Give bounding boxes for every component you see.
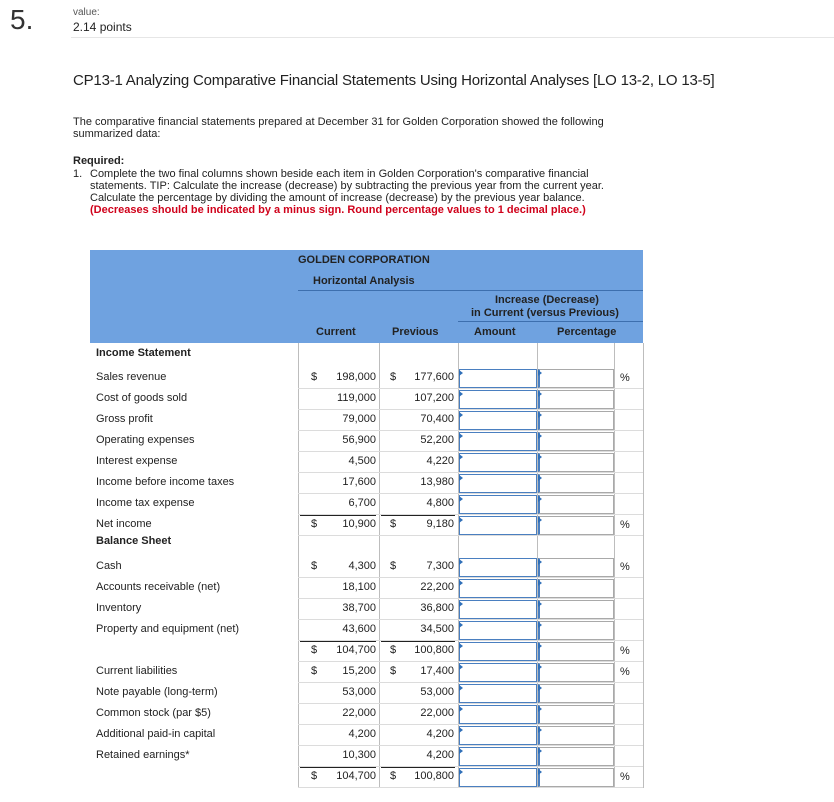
row-label-8: Cash <box>96 560 122 572</box>
input-marker-icon <box>538 391 542 397</box>
input-marker-icon <box>538 433 542 439</box>
percentage-input[interactable] <box>538 642 614 661</box>
inc-header-line1: Increase (Decrease) <box>495 294 599 306</box>
intro-text: The comparative financial statements prepared at December 31 for Golden Corporation showed the following summarized data: <box>73 116 604 140</box>
input-marker-icon <box>459 559 463 565</box>
amount-input[interactable] <box>459 390 537 409</box>
percentage-input[interactable] <box>538 495 614 514</box>
required-item-text <box>90 168 638 216</box>
percent-sign: % <box>620 561 630 573</box>
amount-input[interactable] <box>459 453 537 472</box>
dollar-sign-current: $ <box>311 665 318 677</box>
amount-input[interactable] <box>459 768 537 787</box>
amount-input[interactable] <box>459 726 537 745</box>
current-value: 4,200 <box>348 728 376 740</box>
grid-vline <box>643 343 644 788</box>
row-line <box>298 472 643 473</box>
input-marker-icon <box>538 727 542 733</box>
previous-value: 22,000 <box>420 707 454 719</box>
current-value: 104,700 <box>336 770 376 782</box>
current-value: 10,900 <box>342 518 376 530</box>
row-label-10: Inventory <box>96 602 142 614</box>
percentage-input[interactable] <box>538 600 614 619</box>
input-marker-icon <box>538 664 542 670</box>
current-value: 22,000 <box>342 707 376 719</box>
previous-value: 53,000 <box>420 686 454 698</box>
company-name: GOLDEN CORPORATION <box>298 254 430 266</box>
points-value: 2.14 points <box>73 20 132 34</box>
current-value: 17,600 <box>342 476 376 488</box>
input-marker-icon <box>459 454 463 460</box>
col-previous-header: Previous <box>392 326 439 338</box>
current-value: 43,600 <box>342 623 376 635</box>
percentage-input[interactable] <box>538 474 614 493</box>
question-number: 5. <box>10 4 34 35</box>
input-marker-icon <box>459 391 463 397</box>
row-label-5: Income before income taxes <box>96 476 235 488</box>
problem-title: CP13-1 Analyzing Comparative Financial Statements Using Horizontal Analyses [LO 13-2, LO 13-5] <box>73 72 715 89</box>
current-value: 104,700 <box>336 644 376 656</box>
previous-value: 100,800 <box>414 770 454 782</box>
input-marker-icon <box>538 685 542 691</box>
input-marker-icon <box>538 412 542 418</box>
row-line <box>298 388 643 389</box>
dollar-sign-current: $ <box>311 371 318 383</box>
row-line <box>298 535 643 536</box>
dollar-sign-current: $ <box>311 644 318 656</box>
percentage-input[interactable] <box>538 411 614 430</box>
previous-value: 100,800 <box>414 644 454 656</box>
previous-value: 70,400 <box>420 413 454 425</box>
percentage-input[interactable] <box>538 621 614 640</box>
previous-value: 34,500 <box>420 623 454 635</box>
row-line <box>298 577 643 578</box>
total-underline <box>381 767 455 768</box>
input-marker-icon <box>459 727 463 733</box>
row-label-4: Interest expense <box>96 455 178 467</box>
input-marker-icon <box>538 769 542 775</box>
row-label-3: Operating expenses <box>96 434 195 446</box>
total-underline <box>381 515 455 516</box>
input-marker-icon <box>459 643 463 649</box>
amount-input[interactable] <box>459 558 537 577</box>
required-label: Required: <box>73 155 125 167</box>
previous-value: 17,400 <box>420 665 454 677</box>
total-underline <box>300 767 376 768</box>
input-marker-icon <box>459 496 463 502</box>
current-value: 10,300 <box>342 749 376 761</box>
row-line <box>298 661 643 662</box>
header-divider-line <box>298 290 643 291</box>
amount-input[interactable] <box>459 621 537 640</box>
percentage-input[interactable] <box>538 432 614 451</box>
percentage-input[interactable] <box>538 726 614 745</box>
percent-sign: % <box>620 666 630 678</box>
input-marker-icon <box>538 454 542 460</box>
row-line <box>298 745 643 746</box>
percent-sign: % <box>620 645 630 657</box>
current-value: 56,900 <box>342 434 376 446</box>
percentage-input[interactable] <box>538 453 614 472</box>
percentage-input[interactable] <box>538 768 614 787</box>
required-item-number: 1. <box>73 168 83 180</box>
percentage-input[interactable] <box>538 705 614 724</box>
input-marker-icon <box>538 496 542 502</box>
section-balance-sheet: Balance Sheet <box>96 535 172 547</box>
value-label: value: <box>73 7 100 18</box>
dollar-sign-previous: $ <box>390 371 397 383</box>
amount-input[interactable] <box>459 369 537 388</box>
dollar-sign-previous: $ <box>390 518 397 530</box>
current-value: 4,500 <box>348 455 376 467</box>
amount-input[interactable] <box>459 579 537 598</box>
input-marker-icon <box>459 412 463 418</box>
current-value: 18,100 <box>342 581 376 593</box>
input-marker-icon <box>459 475 463 481</box>
col-amount-header: Amount <box>474 326 516 338</box>
row-label-2: Gross profit <box>96 413 153 425</box>
percent-sign: % <box>620 771 630 783</box>
dollar-sign-previous: $ <box>390 770 397 782</box>
input-marker-icon <box>459 433 463 439</box>
current-value: 6,700 <box>348 497 376 509</box>
previous-value: 22,200 <box>420 581 454 593</box>
row-line <box>298 451 643 452</box>
amount-input[interactable] <box>459 600 537 619</box>
percentage-input[interactable] <box>538 369 614 388</box>
total-underline <box>381 641 455 642</box>
percentage-input[interactable] <box>538 516 614 535</box>
row-label-13: Current liabilities <box>96 665 178 677</box>
row-label-16: Additional paid-in capital <box>96 728 216 740</box>
current-value: 119,000 <box>337 392 376 404</box>
current-value: 79,000 <box>342 413 376 425</box>
row-line <box>298 703 643 704</box>
amount-input[interactable] <box>459 432 537 451</box>
amount-input[interactable] <box>459 684 537 703</box>
current-value: 15,200 <box>342 665 376 677</box>
previous-value: 36,800 <box>420 602 454 614</box>
input-marker-icon <box>459 748 463 754</box>
row-label-0: Sales revenue <box>96 371 167 383</box>
percentage-input[interactable] <box>538 663 614 682</box>
row-label-14: Note payable (long-term) <box>96 686 218 698</box>
amount-input[interactable] <box>459 663 537 682</box>
percent-sign: % <box>620 372 630 384</box>
total-underline <box>300 641 376 642</box>
amount-input[interactable] <box>459 495 537 514</box>
rounding-note: (Decreases should be indicated by a minus sign. Round percentage values to 1 decimal place.) <box>90 204 586 216</box>
dollar-sign-current: $ <box>311 560 318 572</box>
row-label-1: Cost of goods sold <box>96 392 188 404</box>
percentage-input[interactable] <box>538 684 614 703</box>
previous-value: 177,600 <box>414 371 454 383</box>
row-line <box>298 619 643 620</box>
previous-value: 4,800 <box>426 497 454 509</box>
row-label-15: Common stock (par $5) <box>96 707 211 719</box>
input-marker-icon <box>459 622 463 628</box>
amount-input[interactable] <box>459 705 537 724</box>
previous-value: 7,300 <box>426 560 454 572</box>
section-income-statement: Income Statement <box>96 347 191 359</box>
row-line <box>298 787 643 788</box>
header-divider <box>71 37 834 38</box>
input-marker-icon <box>459 580 463 586</box>
instructions: Complete the two final columns shown beside each item in Golden Corporation's comparative financial statements. TIP: Calculate the increase (decrease) by subtracting the previous year from the current year. Calculate the percentage by dividing the amount of increase (decrease) by the previous year balance. <box>90 168 604 204</box>
input-marker-icon <box>459 706 463 712</box>
amount-input[interactable] <box>459 411 537 430</box>
input-marker-icon <box>459 601 463 607</box>
percentage-input[interactable] <box>538 558 614 577</box>
percentage-input[interactable] <box>538 579 614 598</box>
input-marker-icon <box>538 475 542 481</box>
row-line <box>298 430 643 431</box>
row-line <box>298 409 643 410</box>
input-marker-icon <box>538 706 542 712</box>
table-subtitle: Horizontal Analysis <box>313 275 415 287</box>
input-marker-icon <box>538 580 542 586</box>
input-marker-icon <box>459 517 463 523</box>
inc-header-line2: in Current (versus Previous) <box>471 307 619 319</box>
previous-value: 4,200 <box>426 728 454 740</box>
previous-value: 107,200 <box>414 392 454 404</box>
previous-value: 4,220 <box>426 455 454 467</box>
required-item <box>73 168 638 216</box>
input-marker-icon <box>538 517 542 523</box>
input-marker-icon <box>538 622 542 628</box>
current-value: 53,000 <box>342 686 376 698</box>
input-marker-icon <box>538 601 542 607</box>
amount-input[interactable] <box>459 642 537 661</box>
total-underline <box>300 515 376 516</box>
row-line <box>298 682 643 683</box>
input-marker-icon <box>459 769 463 775</box>
dollar-sign-previous: $ <box>390 560 397 572</box>
previous-value: 13,980 <box>420 476 454 488</box>
dollar-sign-current: $ <box>311 518 318 530</box>
dollar-sign-previous: $ <box>390 665 397 677</box>
input-marker-icon <box>538 370 542 376</box>
row-label-7: Net income <box>96 518 152 530</box>
input-marker-icon <box>459 685 463 691</box>
percentage-input[interactable] <box>538 747 614 766</box>
row-line <box>298 493 643 494</box>
col-current-header: Current <box>316 326 356 338</box>
amount-input[interactable] <box>459 474 537 493</box>
current-value: 198,000 <box>336 371 376 383</box>
previous-value: 52,200 <box>420 434 454 446</box>
row-line <box>298 724 643 725</box>
row-label-6: Income tax expense <box>96 497 195 509</box>
percentage-input[interactable] <box>538 390 614 409</box>
input-marker-icon <box>538 643 542 649</box>
current-value: 38,700 <box>342 602 376 614</box>
amount-input[interactable] <box>459 516 537 535</box>
input-marker-icon <box>459 370 463 376</box>
percent-sign: % <box>620 519 630 531</box>
row-label-9: Accounts receivable (net) <box>96 581 221 593</box>
col-percentage-header: Percentage <box>557 326 617 338</box>
dollar-sign-previous: $ <box>390 644 397 656</box>
row-label-11: Property and equipment (net) <box>96 623 240 635</box>
current-value: 4,300 <box>348 560 376 572</box>
dollar-sign-current: $ <box>311 770 318 782</box>
input-marker-icon <box>538 559 542 565</box>
amount-input[interactable] <box>459 747 537 766</box>
row-label-17: Retained earnings* <box>96 749 190 761</box>
previous-value: 9,180 <box>426 518 454 530</box>
input-marker-icon <box>459 664 463 670</box>
row-line <box>298 598 643 599</box>
previous-value: 4,200 <box>426 749 454 761</box>
header-subdivider-line <box>458 321 643 322</box>
input-marker-icon <box>538 748 542 754</box>
